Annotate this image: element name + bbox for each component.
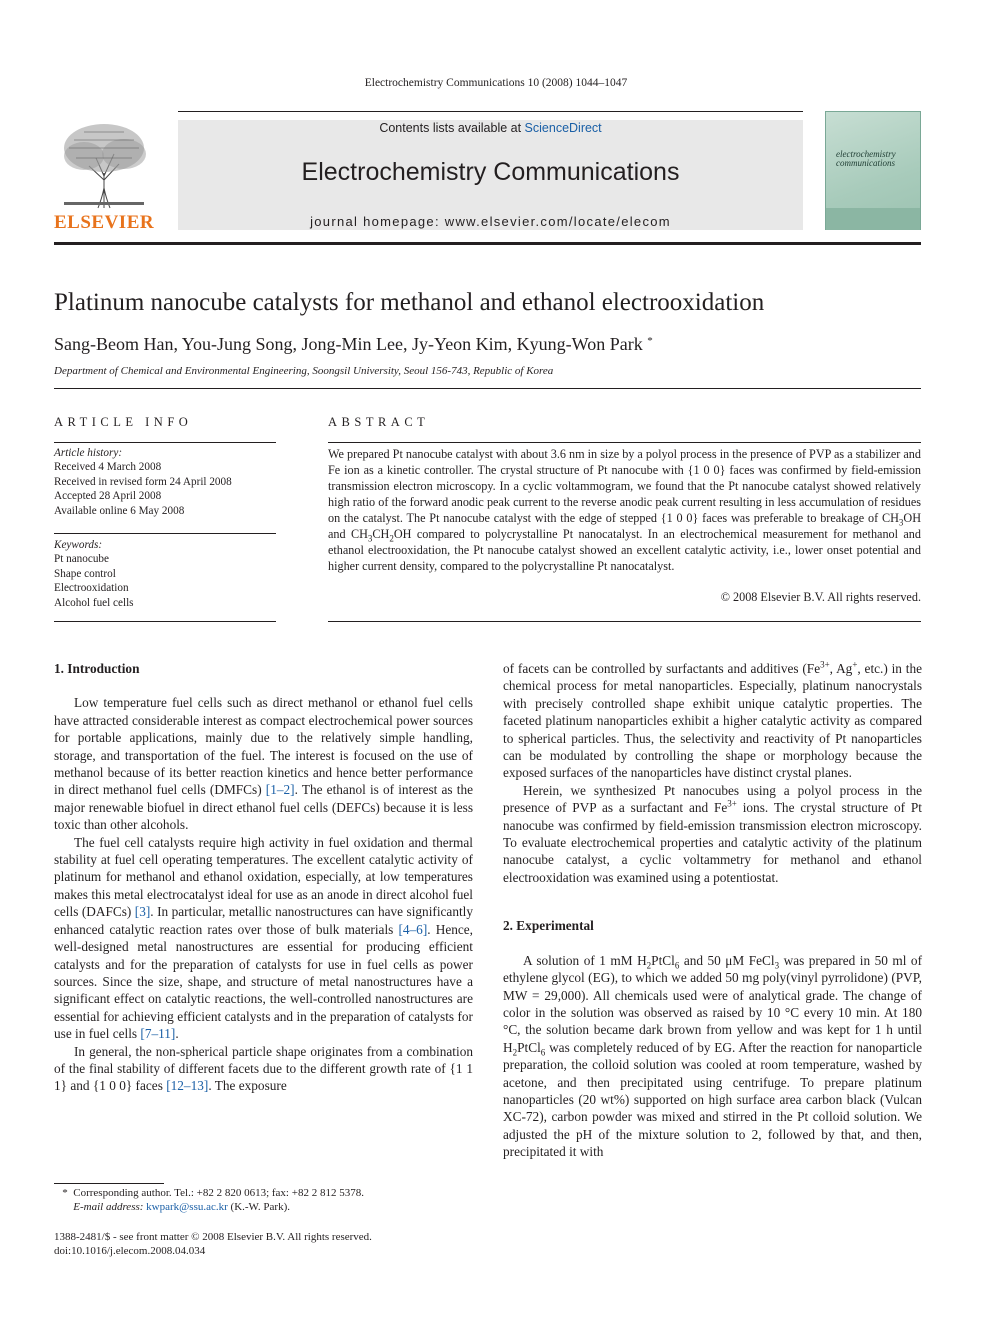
journal-cover-thumbnail: [825, 111, 921, 230]
journal-homepage[interactable]: journal homepage: www.elsevier.com/locate/elecom: [310, 214, 671, 229]
section-heading-introduction: 1. Introduction: [54, 661, 140, 676]
affiliation: Department of Chemical and Environmental Engineering, Soongsil University, Seoul 156-743, Republic of Korea: [54, 365, 554, 377]
footnote: [54, 1186, 364, 1215]
cover-footer-bar: [826, 208, 920, 230]
history-item: Available online 6 May 2008: [54, 504, 185, 517]
history-label: Article history:: [54, 447, 123, 459]
body-paragraph: Herein, we synthesized Pt nanocubes using a polyol process in the presence of PVP as a surfactant and $Fe^{3+}$ ions. The crystal structure of Pt nanocube was confirmed by field-emission transmission electron microscopy. To evaluate electrochemical properties and catalytic activity of the platinum nanocube catalyst, a cyclic voltammetry for methanol and ethanol electrooxidation was examined using a potentiostat.: [503, 782, 922, 885]
authors-text: Sang-Beom Han, You-Jung Song, Jong-Min Lee, Jy-Yeon Kim, Kyung-Won Park: [54, 334, 643, 354]
corresponding-author-mark[interactable]: *: [647, 335, 653, 347]
keyword-item: Alcohol fuel cells: [54, 596, 134, 609]
keyword-item: Shape control: [54, 567, 116, 580]
author-list: [54, 334, 653, 355]
article-info-heading: ARTICLE INFO: [54, 415, 193, 429]
abstract-text: We prepared Pt nanocube catalyst with about 3.6 nm in size by a polyol process in the presence of PVP as a stabilizer and Fe ion as a kinetic controller. The crystal structure of Pt nanocube with {1 0 0} faces was confirmed by field-emission transmission electron microscopy. In a cyclic voltammogram, we found that the Pt nanocube catalyst showed relatively high ratio of the forward anodic peak current to the reverse anodic peak current resulting in less accumulation of residues on the catalyst. The Pt nanocube catalyst with the edge of stepped {1 0 0} faces was preferable to breakage of $CH_3OH$ and $CH_3CH_2OH$ compared to polycrystalline Pt nanocatalyst. In an electrochemical measurement for methanol and ethanol electrooxidation, the Pt nanocube catalyst showed an excellent catalytic activity, i.e., lower onset potential and higher current density, compared to the polycrystalline Pt nanocatalyst.: [328, 447, 921, 573]
body-paragraph: In general, the non-spherical particle shape originates from a combination of the final stability of different facets due to the different growth rate of {1 1 1} and {1 0 0} faces [12–13]. The exposure: [54, 1043, 473, 1094]
history-item: Received 4 March 2008: [54, 461, 162, 474]
header-rule-bottom: [54, 242, 921, 245]
keyword-item: Electrooxidation: [54, 582, 129, 595]
history-item: Received in revised form 24 April 2008: [54, 475, 232, 488]
journal-header-band: [178, 120, 803, 230]
article-info-rule: [54, 621, 276, 622]
doi-line[interactable]: doi:10.1016/j.elecom.2008.04.034: [54, 1245, 206, 1258]
body-paragraph: Low temperature fuel cells such as direct methanol or ethanol fuel cells have attracted considerable interest as compact electrochemical power sources for portable applications, mainly due to the relatively simple handling, storage, and transportation of the fuel. The interest is focused on the use of methanol because of its better reaction kinetics and hence better performance in direct methanol fuel cells (DMFCs) [1–2]. The ethanol is of interest as the major renewable biofuel in direct ethanol fuel cells (DEFCs) because it is less toxic than other alcohols.: [54, 695, 473, 833]
footnote-corresponding: [54, 1186, 364, 1200]
affiliation-rule: [54, 388, 921, 389]
citation-link[interactable]: [3]: [134, 904, 151, 920]
body-paragraph: A solution of 1 mM $H_2PtCl_6$ and 50 μM FeCl$_3$ was prepared in 50 ml of ethylene glycol (EG), to which we added 50 mg poly(vinyl pyrrolidone) (PVP, MW = 29,000). All chemicals used were of analytical grade. The change of color in the solution was observed as raised by 10 °C every 10 min. At 180 °C, the solution became dark brown from yellow and was kept for 1 h until $H_2PtCl_6$ was completely reduced of by EG. After the reaction for nanoparticle preparation, the colloid solution was cooled at room temperature, washed by acetone, and then precipitated using centrifuge. To prepare platinum nanoparticles (20 wt%) supported on high surface area carbon black (Vulcan XC-72), carbon powder was mixed and stirred in the Pt colloid solution. We adjusted the pH of the mixture solution to 2, followed by that, and then, precipitated it with: [503, 952, 922, 1160]
email-link[interactable]: kwpark@ssu.ac.kr: [146, 1201, 228, 1214]
abstract-heading: ABSTRACT: [328, 415, 430, 429]
article-info-rule: [54, 442, 276, 443]
article-info-rule: [54, 533, 276, 534]
abstract-rule: [328, 621, 921, 622]
issn-block: [54, 1230, 372, 1259]
section-heading-experimental: 2. Experimental: [503, 918, 594, 934]
abstract-rule: [328, 442, 921, 443]
article-title: Platinum nanocube catalysts for methanol and ethanol electrooxidation: [54, 289, 765, 316]
footnote-mark: *: [62, 1187, 68, 1199]
header-rule-top: [178, 111, 803, 112]
elsevier-wordmark: ELSEVIER: [54, 212, 155, 233]
footnote-email: [54, 1200, 364, 1214]
issn-line: 1388-2481/$ - see front matter © 2008 Elsevier B.V. All rights reserved.: [54, 1231, 372, 1243]
email-suffix: (K.-W. Park).: [230, 1201, 290, 1214]
abstract-copyright: © 2008 Elsevier B.V. All rights reserved.: [720, 590, 921, 604]
body-column-left: [54, 660, 473, 1095]
history-item: Accepted 28 April 2008: [54, 490, 162, 503]
citation-link[interactable]: [4–6]: [398, 921, 428, 937]
journal-name: Electrochemistry Communications: [301, 158, 680, 186]
keywords-label: Keywords:: [54, 539, 103, 551]
keyword-item: Pt nanocube: [54, 553, 109, 566]
cover-title: electrochemistry communications: [836, 149, 896, 168]
footnote-rule: [54, 1183, 164, 1184]
sciencedirect-link[interactable]: ScienceDirect: [524, 121, 602, 135]
citation-link[interactable]: [12–13]: [166, 1078, 209, 1094]
email-label: E-mail address:: [73, 1201, 144, 1214]
contents-line: [178, 121, 803, 135]
body-paragraph: of facets can be controlled by surfactants and additives ($Fe^{3+}$, Ag+, etc.) in the chemical process for metal nanoparticles. Especially, platinum nanocrystals with precisely controlled shape exhibit unique catalytic properties. The faceted platinum nanoparticles exhibit a higher catalytic activity as compared to spherical particles. Thus, the selectivity and reactivity of Pt nanoparticles can be modulated by controlling the shape or morphology because the exposed surfaces of the nanoparticles have distinct crystal planes.: [503, 659, 922, 781]
body-paragraph: The fuel cell catalysts require high activity in fuel oxidation and thermal stability at fuel cell operating temperatures. The excellent catalytic activity of platinum for methanol and ethanol oxidation, especially, at low temperatures makes this metal electrocatalyst ideal for use as an anode in direct alcohol fuel cells (DAFCs) [3]. In particular, metallic nanostructures can have significantly enhanced catalytic reaction rates over those of bulk materials [4–6]. Hence, well-designed metal nanostructures are essential for producing efficient catalysts and for the preparation of catalysts for use in fuel cells as power sources. Since the size, shape, and structure of metal nanostructures have a significant effect on catalytic reactions, the well-controlled nanostructures are essential for achieving efficient catalysts and in the preparation of catalysts for use in fuel cells [7–11].: [54, 834, 474, 1042]
contents-prefix: Contents lists available at: [379, 121, 525, 135]
citation-link[interactable]: [1–2]: [265, 782, 295, 798]
footnote-corresponding-text: Corresponding author. Tel.: +82 2 820 0613; fax: +82 2 812 5378.: [73, 1187, 364, 1199]
article-history: [54, 446, 232, 518]
body-column-right: [503, 660, 922, 1161]
citation-link[interactable]: [7–11]: [140, 1026, 176, 1042]
keywords: [54, 538, 134, 610]
journal-citation: Electrochemistry Communications 10 (2008) 1044–1047: [364, 77, 628, 89]
